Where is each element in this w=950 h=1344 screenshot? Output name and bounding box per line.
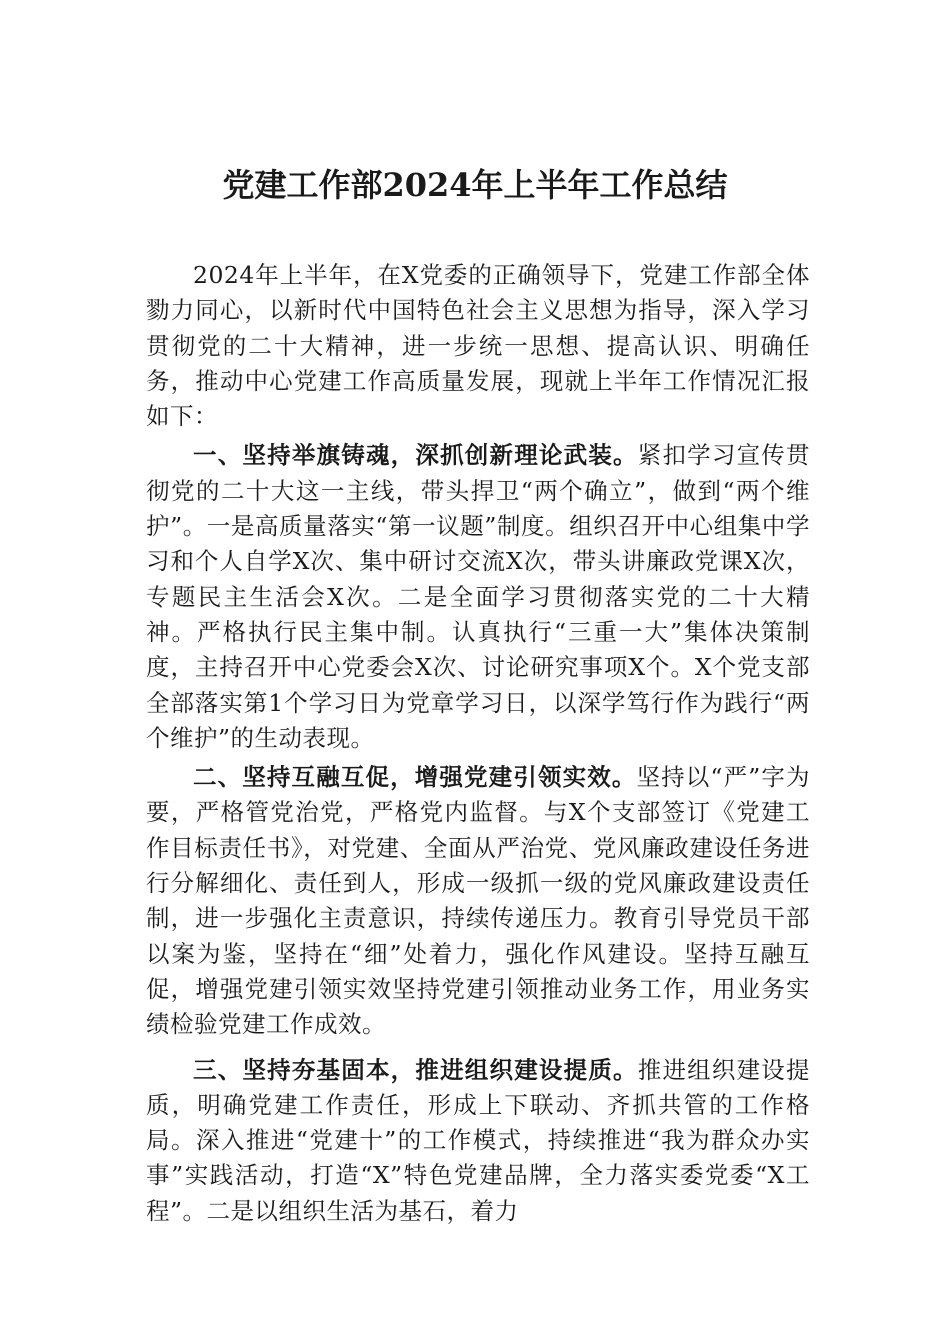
section-1-heading: 一、坚持举旗铸魂，深抓创新理论武装。	[193, 441, 638, 470]
section-3-heading: 三、坚持夯基固本，推进组织建设提质。	[193, 1055, 638, 1084]
section-3-text: 推进组织建设提质，明确党建工作责任，形成上下联动、齐抓共管的工作格局。深入推进“党建十”的工作模式，持续推进“我为群众办实事”实践活动，打造“X”特色党建品牌，全力落实委党委“X工程”。二是以组织生活为基石，着力	[146, 1055, 810, 1225]
intro-paragraph: 2024年上半年，在X党委的正确领导下，党建工作部全体勠力同心，以新时代中国特色社会主义思想为指导，深入学习贯彻党的二十大精神，进一步统一思想、提高认识、明确任务，推动中心党建工作高质量发展，现就上半年工作情况汇报如下：	[146, 261, 810, 431]
document-title: 党建工作部2024年上半年工作总结	[222, 166, 728, 204]
section-1-paragraph	[146, 438, 810, 756]
section-2-heading: 二、坚持互融互促，增强党建引领实效。	[193, 763, 637, 792]
section-2-paragraph	[146, 760, 810, 1042]
section-2-text: 坚持以“严”字为要，严格管党治党，严格党内监督。与X个支部签订《党建工作目标责任书》，对党建、全面从严治党、党风廉政建设任务进行分解细化、责任到人，形成一级抓一级的党风廉政建设责任制，进一步强化主责意识，持续传递压力。教育引导党员干部以案为鉴，坚持在“细”处着力，强化作风建设。坚持互融互促，增强党建引领实效坚持党建引领推动业务工作，用业务实绩检验党建工作成效。	[146, 763, 810, 1039]
document-body	[146, 258, 810, 1233]
section-3-paragraph	[146, 1053, 810, 1229]
section-1-text: 紧扣学习宣传贯彻党的二十大这一主线，带头捍卫“两个确立”，做到“两个维护”。一是高质量落实“第一议题”制度。组织召开中心组集中学习和个人自学X次、集中研讨交流X次，带头讲廉政党课X次，专题民主生活会X次。二是全面学习贯彻落实党的二十大精神。严格执行民主集中制。认真执行“三重一大”集体决策制度，主持召开中心党委会X次、讨论研究事项X个。X个党支部全部落实第1个学习日为党章学习日，以深学笃行作为践行“两个维护”的生动表现。	[146, 441, 810, 752]
